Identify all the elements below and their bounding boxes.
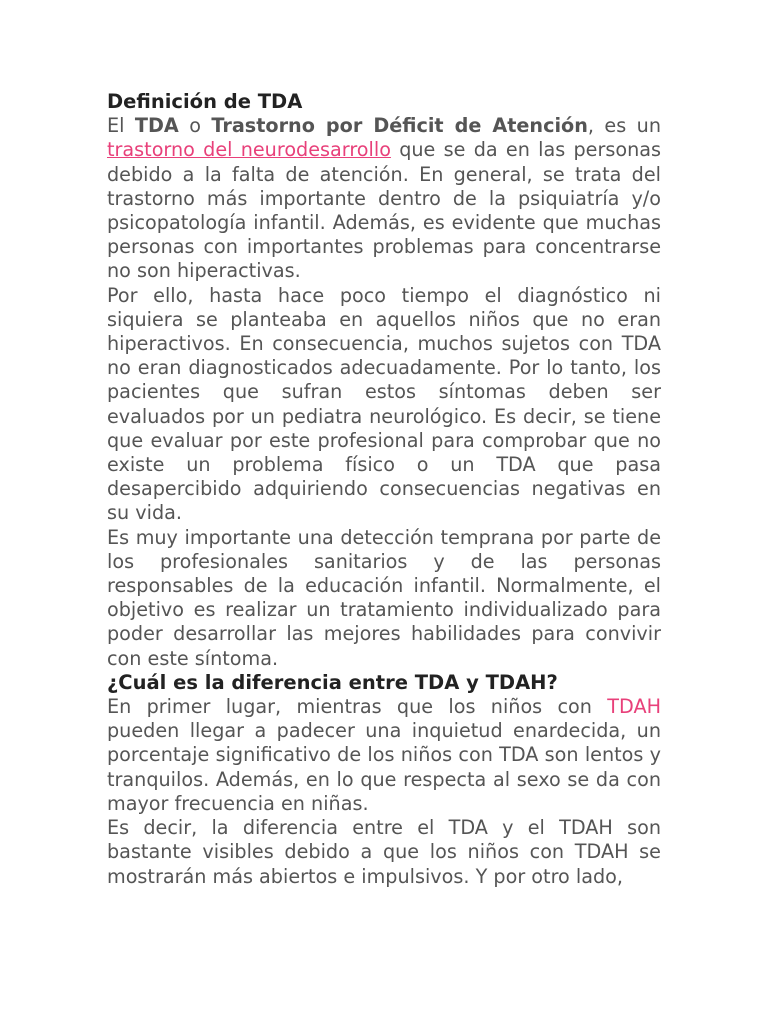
text-run: , es un — [587, 114, 661, 138]
section-heading-diferencia: ¿Cuál es la diferencia entre TDA y TDAH? — [107, 670, 558, 694]
paragraph-definition — [107, 114, 661, 283]
link-trastorno-neurodesarrollo[interactable]: trastorno del neurodesarrollo — [107, 138, 391, 162]
paragraph-diferencia-1 — [107, 695, 661, 816]
paragraph-diagnostico: Por ello, hasta hace poco tiempo el diagnóstico ni siquiera se planteaba en aquellos niños que no eran hiperactivos. En consecuencia, muchos sujetos con TDA no eran diagnosticados adecuadamente. Por lo tanto, los pacientes que sufran estos síntomas deben ser evaluados por un pediatra neurológico. Es decir, se tiene que evaluar por este profesional para comprobar que no existe un problema físico o un TDA que pasa desapercibido adquiriendo consecuencias negativas en su vida. — [107, 283, 661, 525]
bold-term-tda: TDA — [134, 114, 179, 138]
text-run: o — [178, 114, 212, 138]
text-run: En primer lugar, mientras que los niños con — [107, 695, 608, 719]
section-heading-definicion: Definición de TDA — [107, 90, 303, 113]
text-run: El — [107, 114, 135, 138]
document-page — [107, 90, 661, 889]
link-tdah[interactable]: TDAH — [607, 695, 661, 719]
paragraph-deteccion: Es muy importante una detección temprana por parte de los profesionales sanitarios y de las personas responsables de la educación infantil. Normalmente, el objetivo es realizar un tratamiento individualizado para poder desarrollar las mejores habilidades para convivir con este síntoma. — [107, 525, 661, 670]
paragraph-diferencia-2: Es decir, la diferencia entre el TDA y el TDAH son bastante visibles debido a que los niños con TDAH se mostrarán más abiertos e impulsivos. Y por otro lado, — [107, 816, 661, 888]
bold-term-trastorno: Trastorno por Déficit de Atención — [211, 114, 588, 138]
text-run: pueden llegar a padecer una inquietud enardecida, un porcentaje significativo de los niños con TDA son lentos y tranquilos. Además, en lo que respecta al sexo se da con mayor frecuencia en niñas. — [107, 719, 661, 815]
text-run: que se da en las personas debido a la falta de atención. En general, se trata del trastorno más importante dentro de la psiquiatría y/o psicopatología infantil. Además, es evidente que muchas personas con importantes problemas para concentrarse no son hiperactivas. — [107, 138, 661, 283]
